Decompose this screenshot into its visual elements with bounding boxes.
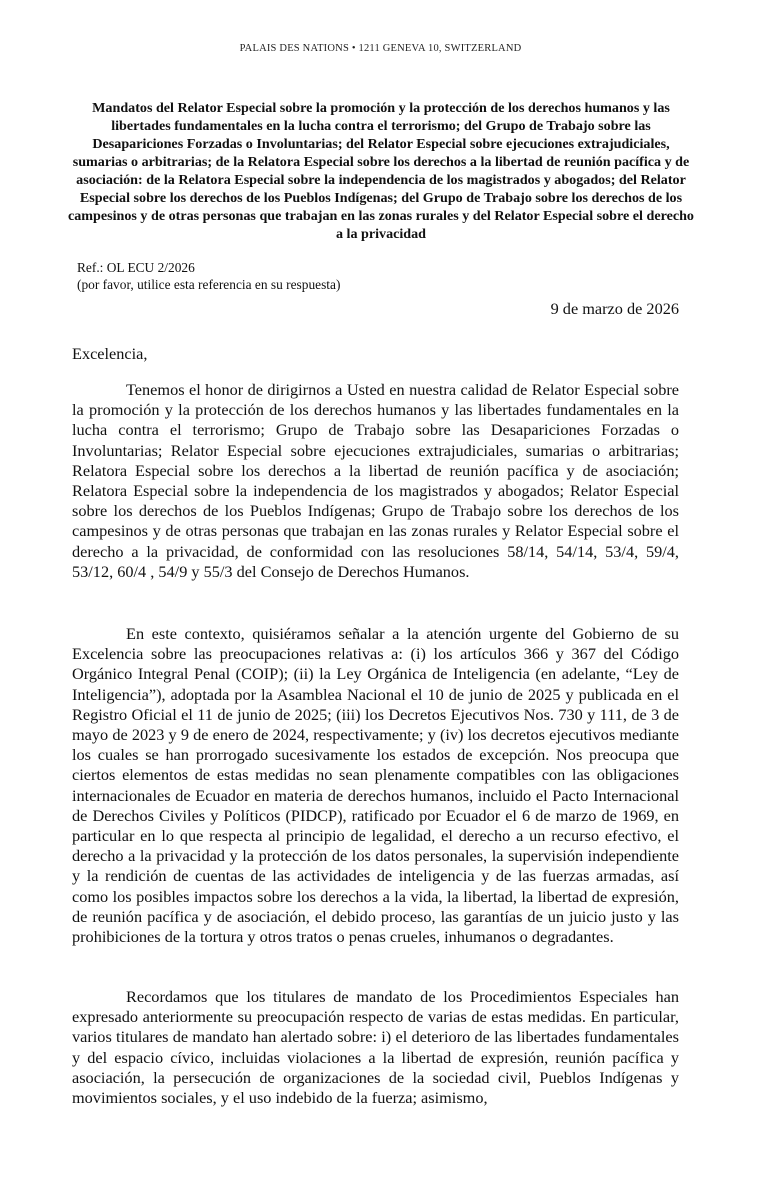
reference-note: (por favor, utilice esta referencia en su respuesta): [77, 277, 341, 292]
paragraph-2: En este contexto, quisiéramos señalar a la atención urgente del Gobierno de su Excelencia sobre las preocupaciones relativas a: (i) los artículos 366 y 367 del Código Orgánico Integral Penal (COIP); (ii) la Ley Orgánica de Inteligencia (en adelante, “Ley de Inteligencia”), adoptada por la Asamblea Nacional el 10 de junio de 2025 y publicada en el Registro Oficial el 11 de junio de 2025; (iii) los Decretos Ejecutivos Nos. 730 y 111, de 3 de mayo de 2023 y 9 de enero de 2024, respectivamente; y (iv) los decretos ejecutivos mediante los cuales se han prorrogado sucesivamente los estados de excepción. Nos preocupa que ciertos elementos de estas medidas no sean plenamente compatibles con las obligaciones internacionales de Ecuador en materia de derechos humanos, incluido el Pacto Internacional de Derechos Civiles y Políticos (PIDCP), ratificado por Ecuador el 6 de marzo de 1969, en particular en lo que respecta al principio de legalidad, el derecho a un recurso efectivo, el derecho a la privacidad y la protección de los datos personales, la supervisión independiente y la rendición de cuentas de las actividades de inteligencia y de las fuerzas armadas, así como los posibles impactos sobre los derechos a la vida, la libertad, la libertad de expresión, de reunión pacífica y de asociación, el debido proceso, las garantías de un juicio justo y las prohibiciones de la tortura y otros tratos o penas crueles, inhumanos o degradantes.: [72, 624, 679, 947]
paragraph-3: Recordamos que los titulares de mandato de los Procedimientos Especiales han expresado anteriormente su preocupación respecto de varias de estas medidas. En particular, varios titulares de mandato han alertado sobre: i) el deterioro de las libertades fundamentales y del espacio cívico, incluidas violaciones a la libertad de expresión, reunión pacífica y asociación, la persecución de organizaciones de la sociedad civil, Pueblos Indígenas y movimientos sociales, y el uso indebido de la fuerza; asimismo,: [72, 987, 679, 1108]
mandates-heading: Mandatos del Relator Especial sobre la promoción y la protección de los derechos humanos y las libertades fundamentales en la lucha contra el terrorismo; del Grupo de Trabajo sobre las Desapariciones Forzadas o Involuntarias; del Relator Especial sobre ejecuciones extrajudiciales, sumarias o arbitrarias; de la Relatora Especial sobre los derechos a la libertad de reunión pacífica y de asociación: de la Relatora Especial sobre la independencia de los magistrados y abogados; del Relator Especial sobre los derechos de los Pueblos Indígenas; del Grupo de Trabajo sobre los derechos de los campesinos y de otras personas que trabajan en las zonas rurales y del Relator Especial sobre el derecho a la privacidad: [68, 100, 694, 242]
reference-block: [77, 259, 340, 293]
paragraph-1: Tenemos el honor de dirigirnos a Usted en nuestra calidad de Relator Especial sobre la promoción y la protección de los derechos humanos y las libertades fundamentales en la lucha contra el terrorismo; Grupo de Trabajo sobre las Desapariciones Forzadas o Involuntarias; Relator Especial sobre ejecuciones extrajudiciales, sumarias o arbitrarias; Relatora Especial sobre los derechos a la libertad de reunión pacífica y de asociación; Relatora Especial sobre la independencia de los magistrados y abogados; Relator Especial sobre los derechos de los Pueblos Indígenas; Grupo de Trabajo sobre los derechos de los campesinos y de otras personas que trabajan en las zonas rurales y Relator Especial sobre el derecho a la privacidad, de conformidad con las resoluciones 58/14, 54/14, 53/4, 59/4, 53/12, 60/4 , 54/9 y 55/3 del Consejo de Derechos Humanos.: [72, 380, 679, 581]
reference-number: Ref.: OL ECU 2/2026: [77, 260, 195, 275]
salutation: Excelencia,: [72, 344, 148, 363]
letter-date: 9 de marzo de 2026: [550, 299, 679, 318]
header-address: PALAIS DES NATIONS • 1211 GENEVA 10, SWITZERLAND: [239, 43, 522, 54]
